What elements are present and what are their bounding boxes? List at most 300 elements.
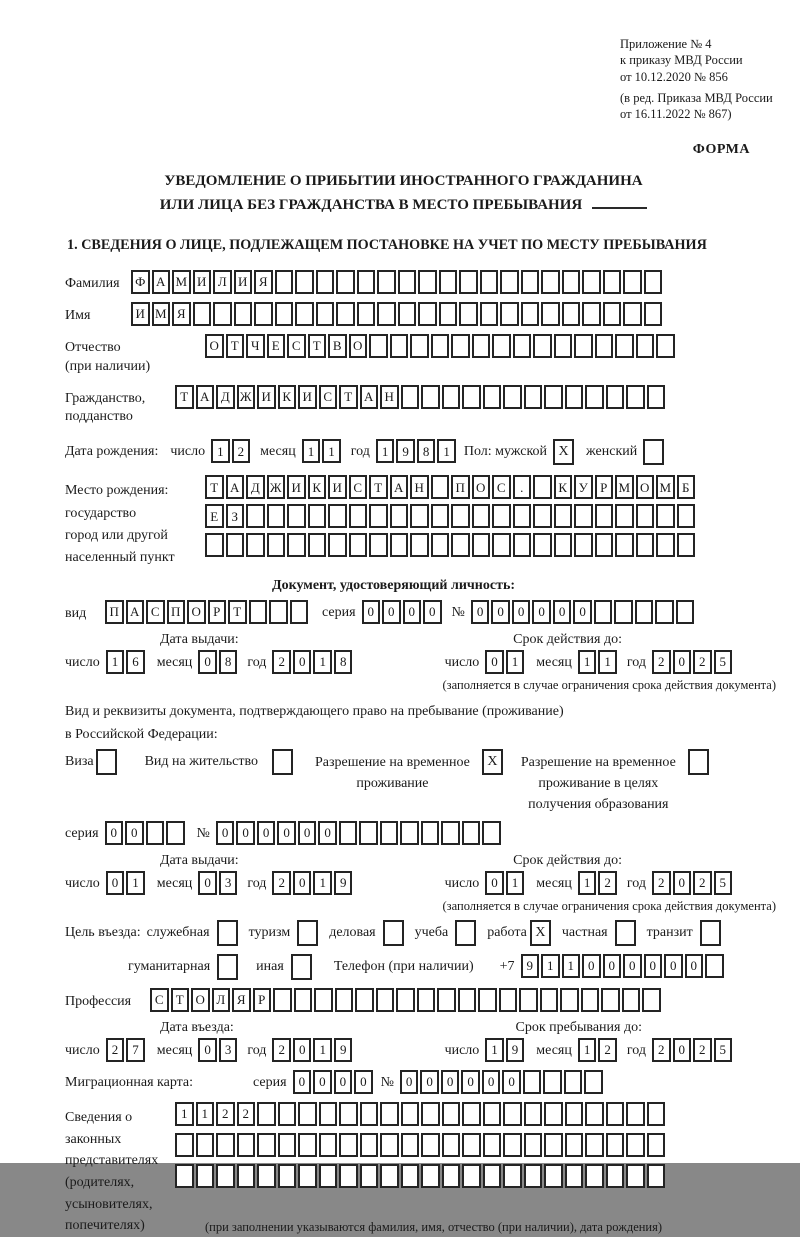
char-box[interactable]: Т (228, 600, 247, 624)
char-box[interactable]: 0 (277, 821, 296, 845)
char-box[interactable]: 9 (506, 1038, 525, 1062)
char-box[interactable]: М (152, 302, 171, 326)
char-box[interactable] (339, 1164, 358, 1188)
char-box[interactable]: 2 (237, 1102, 256, 1126)
char-box[interactable] (336, 270, 355, 294)
char-box[interactable]: Н (380, 385, 399, 409)
char-box[interactable] (519, 988, 538, 1012)
char-box[interactable] (472, 533, 491, 557)
char-box[interactable]: 0 (334, 1070, 353, 1094)
char-box[interactable]: 2 (693, 1038, 712, 1062)
char-box[interactable] (417, 988, 436, 1012)
char-box[interactable] (564, 1070, 583, 1094)
char-box[interactable] (656, 334, 675, 358)
char-box[interactable]: 2 (272, 650, 291, 674)
char-box[interactable] (431, 334, 450, 358)
char-box[interactable] (647, 385, 666, 409)
char-box[interactable]: А (360, 385, 379, 409)
char-box[interactable] (521, 270, 540, 294)
char-box[interactable] (595, 334, 614, 358)
char-box[interactable] (205, 533, 224, 557)
char-box[interactable]: 2 (598, 1038, 617, 1062)
char-box[interactable] (513, 334, 532, 358)
char-box[interactable]: 2 (272, 1038, 291, 1062)
char-box[interactable] (166, 821, 185, 845)
char-box[interactable]: 9 (334, 871, 353, 895)
char-box[interactable] (606, 1133, 625, 1157)
char-box[interactable] (533, 533, 552, 557)
char-box[interactable] (175, 1133, 194, 1157)
char-box[interactable]: Ч (246, 334, 265, 358)
char-box[interactable] (294, 988, 313, 1012)
char-box[interactable] (336, 302, 355, 326)
char-box[interactable] (626, 1133, 645, 1157)
char-box[interactable] (418, 270, 437, 294)
char-box[interactable] (499, 988, 518, 1012)
char-box[interactable] (560, 988, 579, 1012)
char-box[interactable] (540, 988, 559, 1012)
char-box[interactable]: 0 (553, 600, 572, 624)
char-box[interactable]: Б (677, 475, 696, 499)
sex-female-checkbox[interactable] (643, 439, 664, 465)
char-box[interactable] (483, 1133, 502, 1157)
char-box[interactable]: 0 (105, 821, 124, 845)
char-box[interactable]: Н (410, 475, 429, 499)
visa-checkbox[interactable] (96, 749, 117, 775)
char-box[interactable] (524, 1133, 543, 1157)
char-box[interactable] (369, 334, 388, 358)
char-box[interactable] (355, 988, 374, 1012)
char-box[interactable]: 0 (236, 821, 255, 845)
char-box[interactable] (437, 988, 456, 1012)
char-box[interactable]: 0 (573, 600, 592, 624)
char-box[interactable] (410, 504, 429, 528)
char-box[interactable]: 0 (582, 954, 601, 978)
char-box[interactable] (410, 334, 429, 358)
char-box[interactable]: 2 (106, 1038, 125, 1062)
char-box[interactable] (503, 1133, 522, 1157)
char-box[interactable] (298, 1164, 317, 1188)
char-box[interactable]: И (298, 385, 317, 409)
char-box[interactable] (298, 1133, 317, 1157)
char-box[interactable] (500, 270, 519, 294)
char-box[interactable]: Т (175, 385, 194, 409)
char-box[interactable]: П (451, 475, 470, 499)
char-box[interactable] (349, 533, 368, 557)
char-box[interactable] (606, 1102, 625, 1126)
char-box[interactable]: 3 (219, 871, 238, 895)
char-box[interactable] (369, 504, 388, 528)
char-box[interactable] (478, 988, 497, 1012)
char-box[interactable]: С (349, 475, 368, 499)
char-box[interactable] (410, 533, 429, 557)
char-box[interactable]: 0 (441, 1070, 460, 1094)
char-box[interactable] (431, 475, 450, 499)
char-box[interactable]: 0 (461, 1070, 480, 1094)
char-box[interactable] (451, 334, 470, 358)
char-box[interactable] (581, 988, 600, 1012)
char-box[interactable] (459, 302, 478, 326)
char-box[interactable]: 7 (126, 1038, 145, 1062)
char-box[interactable] (603, 302, 622, 326)
char-box[interactable]: 5 (714, 1038, 733, 1062)
char-box[interactable]: Т (339, 385, 358, 409)
char-box[interactable] (316, 270, 335, 294)
char-box[interactable] (287, 504, 306, 528)
char-box[interactable]: 0 (403, 600, 422, 624)
char-box[interactable] (503, 1164, 522, 1188)
char-box[interactable] (582, 270, 601, 294)
char-box[interactable] (216, 1133, 235, 1157)
char-box[interactable] (328, 533, 347, 557)
char-box[interactable] (462, 1133, 481, 1157)
char-box[interactable] (523, 1070, 542, 1094)
char-box[interactable]: 0 (420, 1070, 439, 1094)
purpose-tourism-checkbox[interactable] (297, 920, 318, 946)
char-box[interactable] (357, 302, 376, 326)
char-box[interactable] (462, 1102, 481, 1126)
char-box[interactable]: 0 (313, 1070, 332, 1094)
char-box[interactable] (308, 504, 327, 528)
char-box[interactable]: Р (595, 475, 614, 499)
char-box[interactable] (544, 1164, 563, 1188)
char-box[interactable] (565, 385, 584, 409)
char-box[interactable]: 0 (471, 600, 490, 624)
char-box[interactable] (398, 270, 417, 294)
char-box[interactable]: К (554, 475, 573, 499)
char-box[interactable] (421, 821, 440, 845)
char-box[interactable] (234, 302, 253, 326)
char-box[interactable] (705, 954, 724, 978)
char-box[interactable] (513, 504, 532, 528)
char-box[interactable]: 0 (673, 1038, 692, 1062)
char-box[interactable] (439, 270, 458, 294)
char-box[interactable]: Р (253, 988, 272, 1012)
char-box[interactable] (175, 1164, 194, 1188)
char-box[interactable] (500, 302, 519, 326)
char-box[interactable]: Т (205, 475, 224, 499)
char-box[interactable] (622, 988, 641, 1012)
char-box[interactable]: 0 (198, 650, 217, 674)
char-box[interactable] (400, 821, 419, 845)
char-box[interactable] (237, 1164, 256, 1188)
char-box[interactable] (615, 504, 634, 528)
char-box[interactable] (483, 1102, 502, 1126)
char-box[interactable] (677, 533, 696, 557)
char-box[interactable] (594, 600, 613, 624)
char-box[interactable] (193, 302, 212, 326)
char-box[interactable]: 2 (652, 871, 671, 895)
char-box[interactable] (636, 504, 655, 528)
char-box[interactable]: 1 (313, 650, 332, 674)
char-box[interactable]: 1 (175, 1102, 194, 1126)
char-box[interactable]: 0 (293, 871, 312, 895)
char-box[interactable]: 2 (272, 871, 291, 895)
char-box[interactable]: Т (369, 475, 388, 499)
char-box[interactable]: И (234, 270, 253, 294)
char-box[interactable]: 3 (219, 1038, 238, 1062)
char-box[interactable]: 8 (334, 650, 353, 674)
char-box[interactable]: 2 (216, 1102, 235, 1126)
char-box[interactable] (603, 270, 622, 294)
char-box[interactable]: 0 (623, 954, 642, 978)
char-box[interactable] (585, 1133, 604, 1157)
char-box[interactable]: 1 (485, 1038, 504, 1062)
char-box[interactable]: М (615, 475, 634, 499)
char-box[interactable] (390, 334, 409, 358)
char-box[interactable] (562, 302, 581, 326)
char-box[interactable] (472, 504, 491, 528)
char-box[interactable]: 0 (216, 821, 235, 845)
char-box[interactable]: 1 (598, 650, 617, 674)
char-box[interactable] (544, 1133, 563, 1157)
char-box[interactable] (626, 385, 645, 409)
char-box[interactable] (533, 334, 552, 358)
char-box[interactable]: 1 (126, 871, 145, 895)
char-box[interactable] (360, 1102, 379, 1126)
temp-residence-checkbox[interactable]: X (482, 749, 503, 775)
char-box[interactable] (431, 504, 450, 528)
char-box[interactable]: 1 (541, 954, 560, 978)
char-box[interactable]: С (150, 988, 169, 1012)
char-box[interactable]: 1 (211, 439, 230, 463)
char-box[interactable]: 0 (485, 650, 504, 674)
char-box[interactable] (595, 504, 614, 528)
char-box[interactable] (601, 988, 620, 1012)
char-box[interactable] (380, 821, 399, 845)
char-box[interactable]: М (656, 475, 675, 499)
char-box[interactable]: 0 (512, 600, 531, 624)
purpose-humanitarian-checkbox[interactable] (217, 954, 238, 980)
char-box[interactable]: И (257, 385, 276, 409)
char-box[interactable]: 1 (313, 871, 332, 895)
char-box[interactable] (257, 1102, 276, 1126)
char-box[interactable]: 1 (313, 1038, 332, 1062)
char-box[interactable] (482, 821, 501, 845)
char-box[interactable] (647, 1133, 666, 1157)
char-box[interactable]: Е (205, 504, 224, 528)
char-box[interactable]: 9 (521, 954, 540, 978)
char-box[interactable] (595, 533, 614, 557)
char-box[interactable] (623, 270, 642, 294)
char-box[interactable] (462, 385, 481, 409)
char-box[interactable]: 0 (354, 1070, 373, 1094)
char-box[interactable]: 9 (334, 1038, 353, 1062)
char-box[interactable]: 0 (685, 954, 704, 978)
char-box[interactable]: С (319, 385, 338, 409)
char-box[interactable] (278, 1164, 297, 1188)
char-box[interactable] (451, 504, 470, 528)
char-box[interactable] (442, 1133, 461, 1157)
char-box[interactable] (584, 1070, 603, 1094)
char-box[interactable] (635, 600, 654, 624)
char-box[interactable]: 0 (198, 1038, 217, 1062)
purpose-transit-checkbox[interactable] (700, 920, 721, 946)
char-box[interactable] (614, 600, 633, 624)
char-box[interactable]: П (105, 600, 124, 624)
char-box[interactable]: Т (171, 988, 190, 1012)
char-box[interactable] (585, 1164, 604, 1188)
char-box[interactable] (216, 1164, 235, 1188)
char-box[interactable]: 9 (396, 439, 415, 463)
char-box[interactable]: М (172, 270, 191, 294)
char-box[interactable] (574, 334, 593, 358)
char-box[interactable] (390, 504, 409, 528)
char-box[interactable] (544, 1102, 563, 1126)
char-box[interactable]: 0 (318, 821, 337, 845)
char-box[interactable]: 0 (382, 600, 401, 624)
char-box[interactable]: С (287, 334, 306, 358)
char-box[interactable] (442, 1102, 461, 1126)
char-box[interactable] (541, 302, 560, 326)
char-box[interactable]: Т (226, 334, 245, 358)
char-box[interactable] (226, 533, 245, 557)
char-box[interactable]: С (492, 475, 511, 499)
char-box[interactable] (574, 533, 593, 557)
char-box[interactable] (380, 1133, 399, 1157)
char-box[interactable]: 0 (362, 600, 381, 624)
char-box[interactable]: 0 (644, 954, 663, 978)
purpose-private-checkbox[interactable] (615, 920, 636, 946)
char-box[interactable] (196, 1164, 215, 1188)
char-box[interactable] (626, 1102, 645, 1126)
char-box[interactable] (319, 1102, 338, 1126)
char-box[interactable] (585, 385, 604, 409)
char-box[interactable] (472, 334, 491, 358)
char-box[interactable] (554, 533, 573, 557)
char-box[interactable] (582, 302, 601, 326)
char-box[interactable]: 1 (506, 650, 525, 674)
char-box[interactable] (544, 385, 563, 409)
char-box[interactable]: 0 (125, 821, 144, 845)
char-box[interactable]: 2 (652, 650, 671, 674)
char-box[interactable]: Ф (131, 270, 150, 294)
char-box[interactable]: 2 (598, 871, 617, 895)
char-box[interactable]: И (131, 302, 150, 326)
char-box[interactable] (483, 385, 502, 409)
char-box[interactable] (275, 270, 294, 294)
char-box[interactable] (492, 533, 511, 557)
char-box[interactable] (396, 988, 415, 1012)
char-box[interactable]: В (328, 334, 347, 358)
char-box[interactable] (606, 1164, 625, 1188)
char-box[interactable]: 0 (673, 650, 692, 674)
char-box[interactable]: И (287, 475, 306, 499)
char-box[interactable] (458, 988, 477, 1012)
char-box[interactable] (339, 821, 358, 845)
char-box[interactable] (533, 475, 552, 499)
char-box[interactable]: 0 (485, 871, 504, 895)
char-box[interactable] (656, 504, 675, 528)
char-box[interactable] (421, 1164, 440, 1188)
char-box[interactable]: О (472, 475, 491, 499)
char-box[interactable] (335, 988, 354, 1012)
char-box[interactable] (442, 385, 461, 409)
char-box[interactable] (623, 302, 642, 326)
char-box[interactable] (298, 1102, 317, 1126)
char-box[interactable] (585, 1102, 604, 1126)
char-box[interactable] (655, 600, 674, 624)
char-box[interactable]: 1 (578, 650, 597, 674)
char-box[interactable] (267, 504, 286, 528)
char-box[interactable]: 1 (578, 871, 597, 895)
char-box[interactable] (524, 1164, 543, 1188)
char-box[interactable] (287, 533, 306, 557)
char-box[interactable]: Л (212, 988, 231, 1012)
char-box[interactable]: 0 (298, 821, 317, 845)
char-box[interactable] (267, 533, 286, 557)
char-box[interactable] (295, 270, 314, 294)
char-box[interactable] (543, 1070, 562, 1094)
char-box[interactable]: 0 (532, 600, 551, 624)
char-box[interactable]: 1 (196, 1102, 215, 1126)
char-box[interactable]: 0 (198, 871, 217, 895)
char-box[interactable]: 1 (578, 1038, 597, 1062)
char-box[interactable]: 2 (693, 871, 712, 895)
char-box[interactable]: 1 (106, 650, 125, 674)
char-box[interactable] (439, 302, 458, 326)
char-box[interactable]: 2 (232, 439, 251, 463)
char-box[interactable]: Я (172, 302, 191, 326)
char-box[interactable] (524, 385, 543, 409)
char-box[interactable]: О (187, 600, 206, 624)
char-box[interactable]: 0 (482, 1070, 501, 1094)
char-box[interactable]: У (574, 475, 593, 499)
char-box[interactable] (431, 533, 450, 557)
char-box[interactable]: 0 (664, 954, 683, 978)
char-box[interactable]: О (636, 475, 655, 499)
char-box[interactable]: Ж (267, 475, 286, 499)
char-box[interactable] (401, 1133, 420, 1157)
char-box[interactable]: 8 (417, 439, 436, 463)
char-box[interactable] (503, 385, 522, 409)
char-box[interactable]: 0 (673, 871, 692, 895)
char-box[interactable] (290, 600, 309, 624)
char-box[interactable] (565, 1133, 584, 1157)
char-box[interactable] (606, 385, 625, 409)
char-box[interactable] (483, 1164, 502, 1188)
char-box[interactable]: Я (232, 988, 251, 1012)
char-box[interactable]: 0 (502, 1070, 521, 1094)
char-box[interactable]: О (205, 334, 224, 358)
char-box[interactable] (196, 1133, 215, 1157)
char-box[interactable] (554, 504, 573, 528)
char-box[interactable] (480, 302, 499, 326)
char-box[interactable] (421, 1102, 440, 1126)
char-box[interactable]: А (152, 270, 171, 294)
char-box[interactable]: И (193, 270, 212, 294)
char-box[interactable] (626, 1164, 645, 1188)
char-box[interactable]: З (226, 504, 245, 528)
char-box[interactable]: 6 (126, 650, 145, 674)
char-box[interactable]: 2 (693, 650, 712, 674)
char-box[interactable]: 5 (714, 650, 733, 674)
char-box[interactable] (615, 533, 634, 557)
char-box[interactable]: П (167, 600, 186, 624)
char-box[interactable]: 1 (302, 439, 321, 463)
char-box[interactable] (237, 1133, 256, 1157)
char-box[interactable]: А (126, 600, 145, 624)
char-box[interactable]: 1 (322, 439, 341, 463)
char-box[interactable] (421, 385, 440, 409)
char-box[interactable] (357, 270, 376, 294)
char-box[interactable]: 0 (293, 1070, 312, 1094)
char-box[interactable] (554, 334, 573, 358)
char-box[interactable]: 1 (562, 954, 581, 978)
char-box[interactable]: А (196, 385, 215, 409)
char-box[interactable] (676, 600, 695, 624)
char-box[interactable]: Л (213, 270, 232, 294)
